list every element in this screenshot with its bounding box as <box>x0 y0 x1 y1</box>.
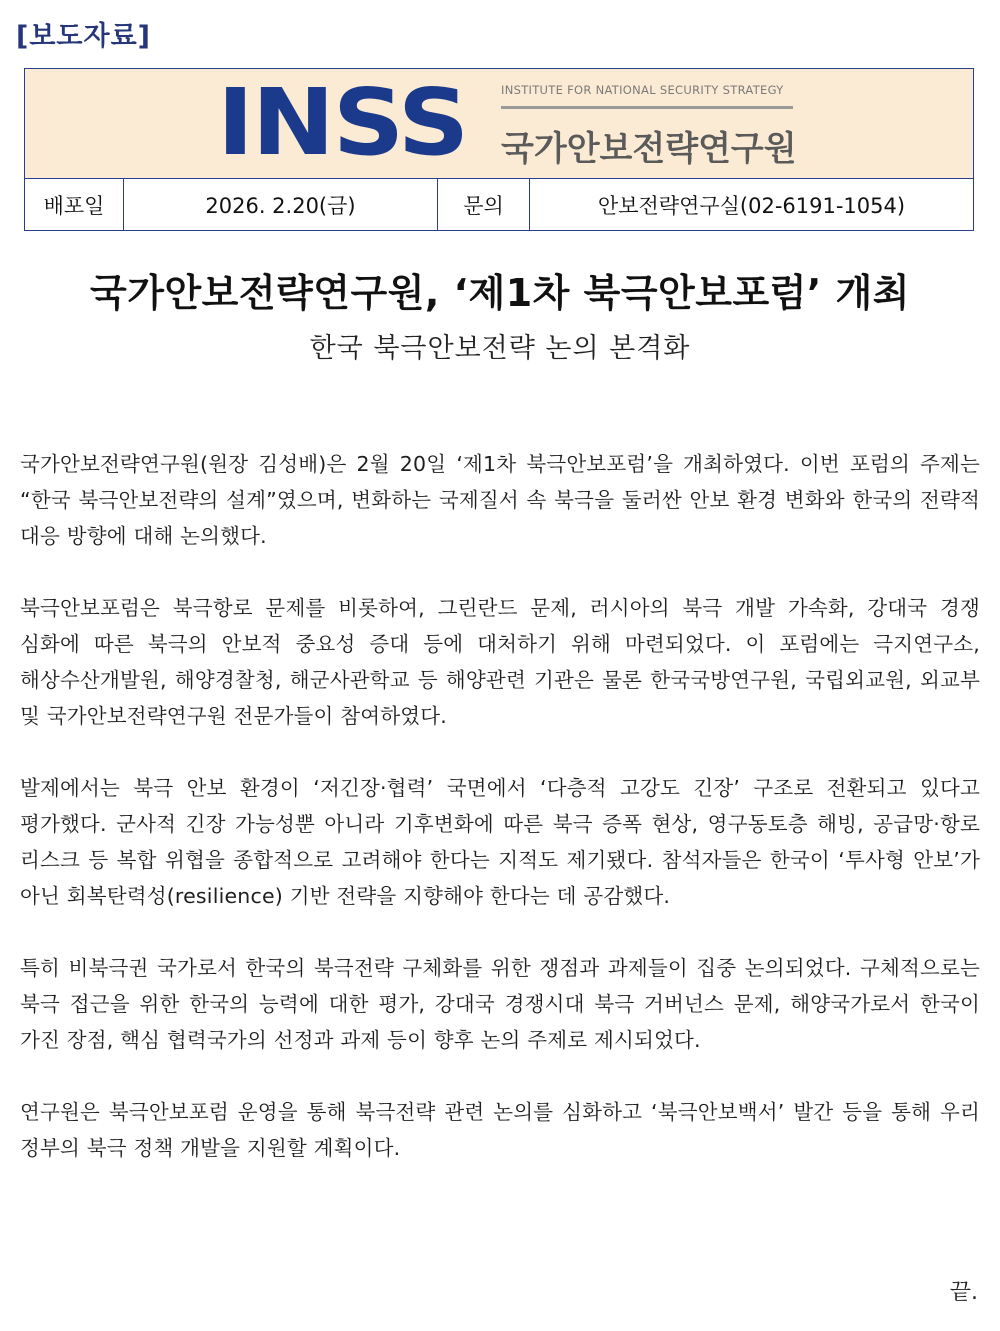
contact-value: 안보전략연구실(02-6191-1054) <box>597 193 906 218</box>
body-paragraph-1: 국가안보전략연구원(원장 김성배)은 2월 20일 ‘제1차 북극안보포럼’을 개최하였다. 이번 포럼의 주제는 “한국 북극안보전략의 설계”였으며, 변화하는 국제질서 속 북극을 둘러싼 안보 환경 변화와 한국의 전략적 대응 방향에 대해 논의했다. <box>20 452 980 548</box>
end-mark: 끝. <box>949 1280 978 1305</box>
press-title: 국가안보전략연구원, ‘제1차 북극안보포럼’ 개최 <box>90 271 910 315</box>
press-release-tag: [보도자료] <box>16 21 152 52</box>
body-paragraph-5: 연구원은 북극안보포럼 운영을 통해 북극전략 관련 논의를 심화하고 ‘북극안보백서’ 발간 등을 통해 우리 정부의 북극 정책 개발을 지원할 계획이다. <box>20 1100 980 1160</box>
press-body <box>20 446 980 1202</box>
body-paragraph-3: 발제에서는 북극 안보 환경이 ‘저긴장·협력’ 국면에서 ‘다층적 고강도 긴장’ 구조로 전환되고 있다고 평가했다. 군사적 긴장 가능성뿐 아니라 기후변화에 따른 북극 증폭 현상, 영구동토층 해빙, 공급망·항로 리스크 등 복합 위협을 종합적으로 고려해야 한다는 지적도 제기됐다. 참석자들은 한국이 ‘투사형 안보’가 아닌 회복탄력성(resilience) 기반 전략을 지향해야 한다는 데 공감했다. <box>20 776 980 908</box>
release-date-label: 배포일 <box>25 179 124 230</box>
press-subtitle: 한국 북극안보전략 논의 본격화 <box>309 333 691 364</box>
body-paragraph-2: 북극안보포럼은 북극항로 문제를 비롯하여, 그린란드 문제, 러시아의 북극 개발 가속화, 강대국 경쟁 심화에 따른 북극의 안보적 중요성 증대 등에 대처하기 위해 마련되었다. 이 포럼에는 극지연구소, 해상수산개발원, 해양경찰청, 해군사관학교 등 해양관련 기관은 물론 한국국방연구원, 국립외교원, 외교부 및 국가안보전략연구원 전문가들이 참여하였다. <box>20 596 980 728</box>
logo-banner <box>25 69 973 179</box>
body-paragraph-4: 특히 비북극권 국가로서 한국의 북극전략 구체화를 위한 쟁점과 과제들이 집중 논의되었다. 구체적으로는 북극 접근을 위한 한국의 능력에 대한 평가, 강대국 경쟁시대 북극 거버넌스 문제, 해양국가로서 한국이 가진 장점, 핵심 협력국가의 선정과 과제 등이 향후 논의 주제로 제시되었다. <box>20 956 980 1052</box>
logo-english-name: INSTITUTE FOR NATIONAL SECURITY STRATEGY <box>501 83 784 97</box>
release-info-row <box>25 179 973 230</box>
logo-divider <box>501 106 793 109</box>
contact-label: 문의 <box>438 179 530 230</box>
header-box <box>24 68 974 231</box>
release-date-value: 2026. 2.20(금) <box>124 179 438 230</box>
inss-logo-mark: INSS <box>217 69 468 176</box>
logo-korean-name: 국가안보전략연구원 <box>501 129 797 169</box>
